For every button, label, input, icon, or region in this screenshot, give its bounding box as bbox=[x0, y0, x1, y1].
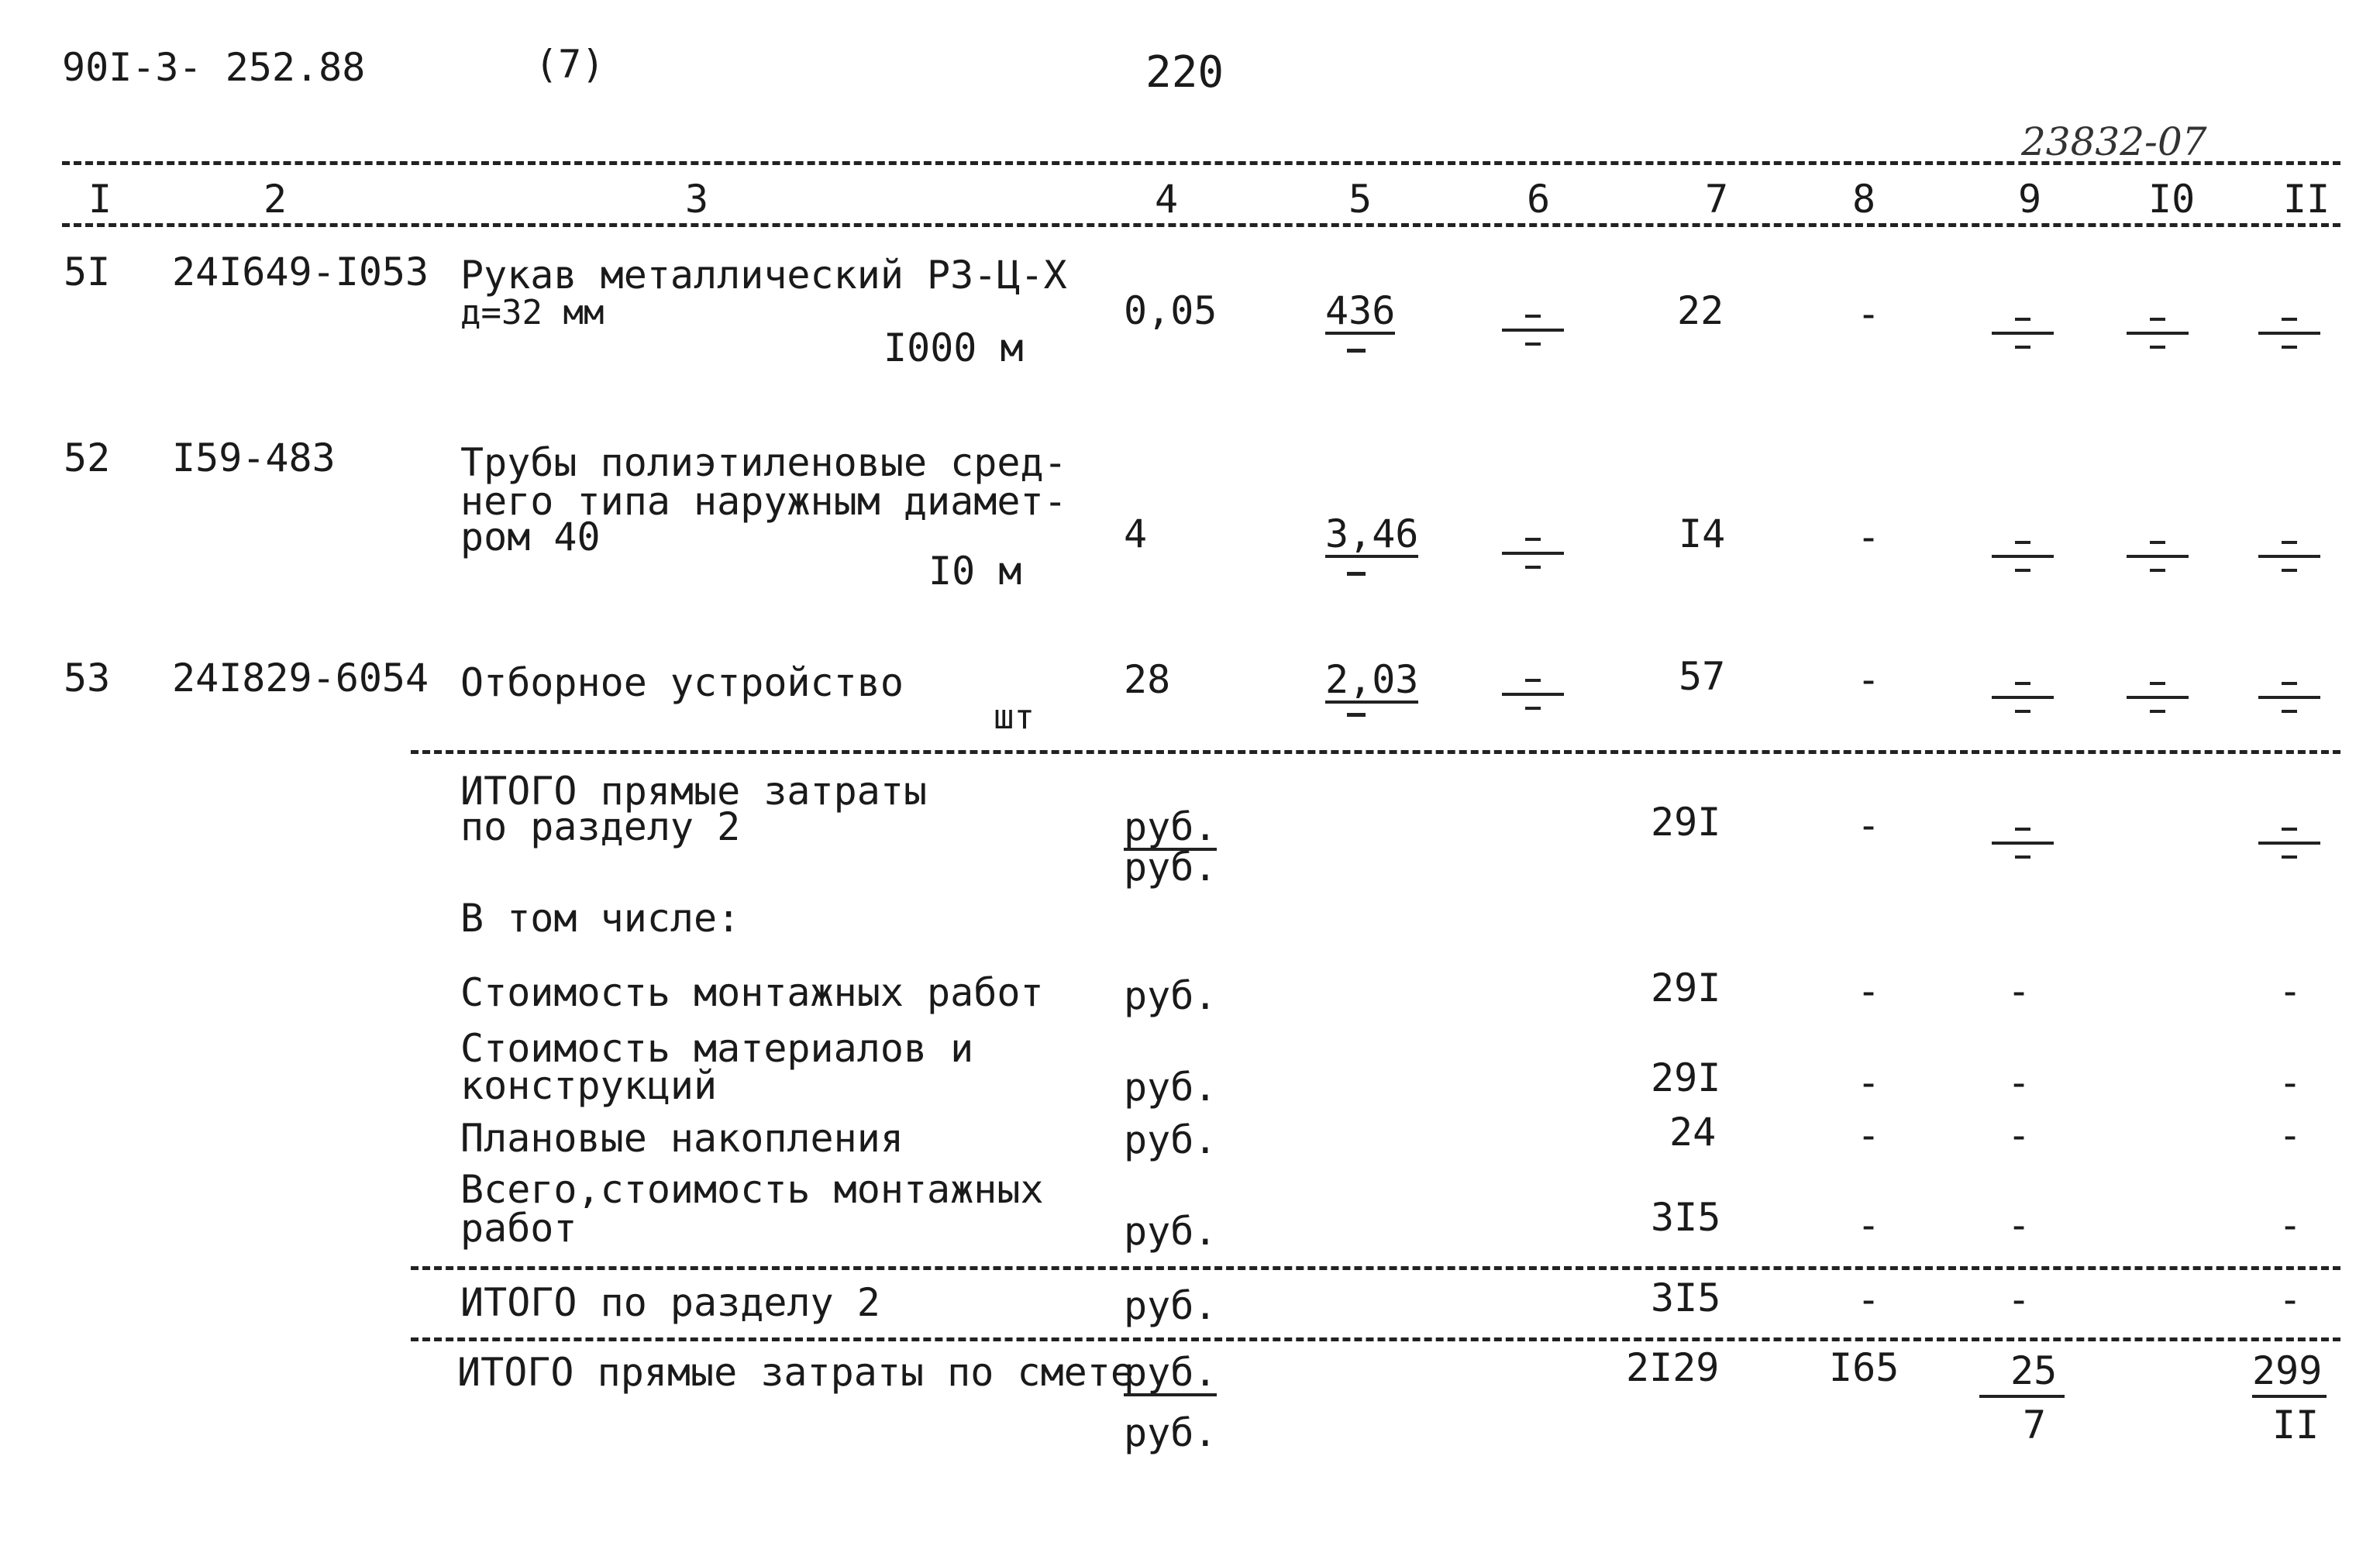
breakdown-col8-value: - bbox=[1857, 1060, 1881, 1105]
row-code: 24I829-6054 bbox=[172, 656, 429, 701]
fraction-dash-col6 bbox=[1502, 530, 1564, 577]
grand-total-col11-top: 299 bbox=[2252, 1348, 2323, 1393]
fraction-dash-col9 bbox=[1992, 310, 2054, 356]
breakdown-col9-value: - bbox=[2007, 969, 2031, 1014]
page-number: 220 bbox=[1145, 47, 1224, 98]
including-label: В том числе: bbox=[460, 896, 741, 941]
row-unit-price: 2,03 bbox=[1325, 657, 1419, 702]
breakdown-col8-value: - bbox=[1857, 1203, 1881, 1248]
section-total-label: ИТОГО по разделу 2 bbox=[460, 1280, 880, 1325]
breakdown-unit: руб. bbox=[1124, 973, 1218, 1018]
row-col8-value: - bbox=[1857, 515, 1881, 559]
breakdown-label: Всего,стоимость монтажных bbox=[460, 1167, 1044, 1212]
grand-total-col8-value: I65 bbox=[1829, 1345, 1900, 1390]
column-header-8: 8 bbox=[1852, 177, 1876, 222]
row-number: 53 bbox=[64, 656, 111, 701]
section-rule bbox=[411, 1266, 2340, 1270]
handwritten-stamp: 23832-07 bbox=[2021, 119, 2207, 164]
row-code: 24I649-I053 bbox=[172, 250, 429, 294]
column-header-9: 9 bbox=[2018, 177, 2042, 222]
header-bottom-rule bbox=[62, 223, 2340, 227]
section-total-col7-value: 3I5 bbox=[1651, 1275, 1721, 1320]
row-unit: шт bbox=[994, 697, 1035, 737]
column-header-4: 4 bbox=[1155, 177, 1179, 222]
breakdown-col11-value: - bbox=[2278, 1203, 2303, 1248]
breakdown-col7-value: 24 bbox=[1669, 1110, 1717, 1155]
row-code: I59-483 bbox=[172, 435, 336, 480]
fraction-dash-col10 bbox=[2127, 674, 2189, 721]
fraction-bar bbox=[1979, 1395, 2065, 1398]
subtotal-unit: руб. bbox=[1124, 845, 1218, 890]
row-description-line: Рукав металлический РЗ-Ц-Х bbox=[460, 253, 1067, 298]
breakdown-unit: руб. bbox=[1124, 1117, 1218, 1162]
fraction-dash-col6 bbox=[1502, 671, 1564, 718]
breakdown-label: Стоимость монтажных работ bbox=[460, 970, 1044, 1015]
column-header-5: 5 bbox=[1348, 177, 1373, 222]
header-top-rule bbox=[62, 161, 2340, 165]
breakdown-unit: руб. bbox=[1124, 1065, 1218, 1110]
grand-total-unit: руб. bbox=[1124, 1350, 1218, 1395]
row-col8-value: - bbox=[1857, 657, 1881, 702]
breakdown-label: Стоимость материалов и bbox=[460, 1026, 974, 1071]
row-number: 52 bbox=[64, 435, 111, 480]
grand-total-col7-value: 2I29 bbox=[1626, 1345, 1720, 1390]
column-header-10: I0 bbox=[2148, 177, 2196, 222]
breakdown-col8-value: - bbox=[1857, 1113, 1881, 1158]
breakdown-col11-value: - bbox=[2278, 1060, 2303, 1105]
breakdown-col9-value: - bbox=[2007, 1113, 2031, 1158]
breakdown-col11-value: - bbox=[2278, 1113, 2303, 1158]
breakdown-col9-value: - bbox=[2007, 1203, 2031, 1248]
subtotal-label-line: ИТОГО прямые затраты bbox=[460, 769, 928, 814]
row-quantity: 28 bbox=[1124, 657, 1171, 702]
section-total-col9-value: - bbox=[2007, 1277, 2031, 1322]
fraction-dash-col10 bbox=[2127, 533, 2189, 580]
dash-mark bbox=[1347, 713, 1366, 717]
grand-total-col9-bottom: 7 bbox=[2023, 1403, 2047, 1448]
subtotal-col7-value: 29I bbox=[1651, 800, 1721, 845]
column-header-2: 2 bbox=[263, 177, 288, 222]
fraction-bar bbox=[2252, 1395, 2327, 1398]
subtotal-col8-value: - bbox=[1857, 803, 1881, 848]
column-header-3: 3 bbox=[685, 177, 709, 222]
section-total-unit: руб. bbox=[1124, 1283, 1218, 1328]
breakdown-col7-value: 29I bbox=[1651, 966, 1721, 1010]
row-description-line: Трубы полиэтиленовые сред- bbox=[460, 440, 1067, 485]
breakdown-label: Плановые накопления bbox=[460, 1116, 904, 1161]
breakdown-col11-value: - bbox=[2278, 969, 2303, 1014]
row-col7-value: 57 bbox=[1679, 654, 1726, 699]
section-rule bbox=[411, 750, 2340, 754]
section-number: (7) bbox=[535, 42, 605, 87]
breakdown-label: конструкций bbox=[460, 1063, 718, 1108]
breakdown-col7-value: 29I bbox=[1651, 1055, 1721, 1100]
fraction-dash-col9 bbox=[1992, 820, 2054, 866]
row-col7-value: 22 bbox=[1677, 288, 1724, 333]
grand-total-label: ИТОГО прямые затраты по смете bbox=[457, 1350, 1134, 1395]
row-unit: I000 м bbox=[883, 325, 1024, 370]
row-quantity: 4 bbox=[1124, 511, 1148, 556]
fraction-dash-col6 bbox=[1502, 307, 1564, 353]
column-header-11: II bbox=[2283, 177, 2330, 222]
fraction-dash-col11 bbox=[2258, 533, 2320, 580]
breakdown-col7-value: 3I5 bbox=[1651, 1195, 1721, 1240]
row-unit: I0 м bbox=[928, 549, 1022, 594]
row-description-line: ром 40 bbox=[460, 515, 601, 559]
dash-mark bbox=[1347, 349, 1366, 353]
fraction-dash-col10 bbox=[2127, 310, 2189, 356]
column-header-7: 7 bbox=[1705, 177, 1729, 222]
section-total-col8-value: - bbox=[1857, 1277, 1881, 1322]
row-col8-value: - bbox=[1857, 291, 1881, 336]
fraction-dash-col11 bbox=[2258, 674, 2320, 721]
subtotal-unit: руб. bbox=[1124, 804, 1218, 849]
row-description-line: д=32 мм bbox=[460, 293, 604, 332]
section-rule bbox=[411, 1337, 2340, 1341]
breakdown-col9-value: - bbox=[2007, 1060, 2031, 1105]
breakdown-col8-value: - bbox=[1857, 969, 1881, 1014]
row-unit-price: 436 bbox=[1325, 288, 1396, 333]
row-unit-price: 3,46 bbox=[1325, 511, 1419, 556]
grand-total-col9-top: 25 bbox=[2010, 1348, 2058, 1393]
grand-total-unit: руб. bbox=[1124, 1410, 1218, 1455]
row-number: 5I bbox=[64, 250, 111, 294]
fraction-dash-col9 bbox=[1992, 674, 2054, 721]
column-header-6: 6 bbox=[1527, 177, 1551, 222]
fraction-dash-col9 bbox=[1992, 533, 2054, 580]
row-description-line: Отборное устройство bbox=[460, 660, 904, 705]
grand-total-col11-bottom: II bbox=[2272, 1403, 2320, 1448]
document-code: 90I-3- 252.88 bbox=[62, 45, 366, 90]
dash-mark bbox=[1347, 572, 1366, 576]
row-col7-value: I4 bbox=[1679, 511, 1726, 556]
fraction-dash-col11 bbox=[2258, 310, 2320, 356]
row-quantity: 0,05 bbox=[1124, 288, 1218, 333]
row-description-line: него типа наружным диамет- bbox=[460, 479, 1067, 524]
breakdown-unit: руб. bbox=[1124, 1209, 1218, 1254]
column-header-1: I bbox=[88, 177, 112, 222]
subtotal-label-line: по разделу 2 bbox=[460, 804, 741, 849]
fraction-dash-col11 bbox=[2258, 820, 2320, 866]
breakdown-label: работ bbox=[460, 1206, 577, 1251]
section-total-col11-value: - bbox=[2278, 1277, 2303, 1322]
